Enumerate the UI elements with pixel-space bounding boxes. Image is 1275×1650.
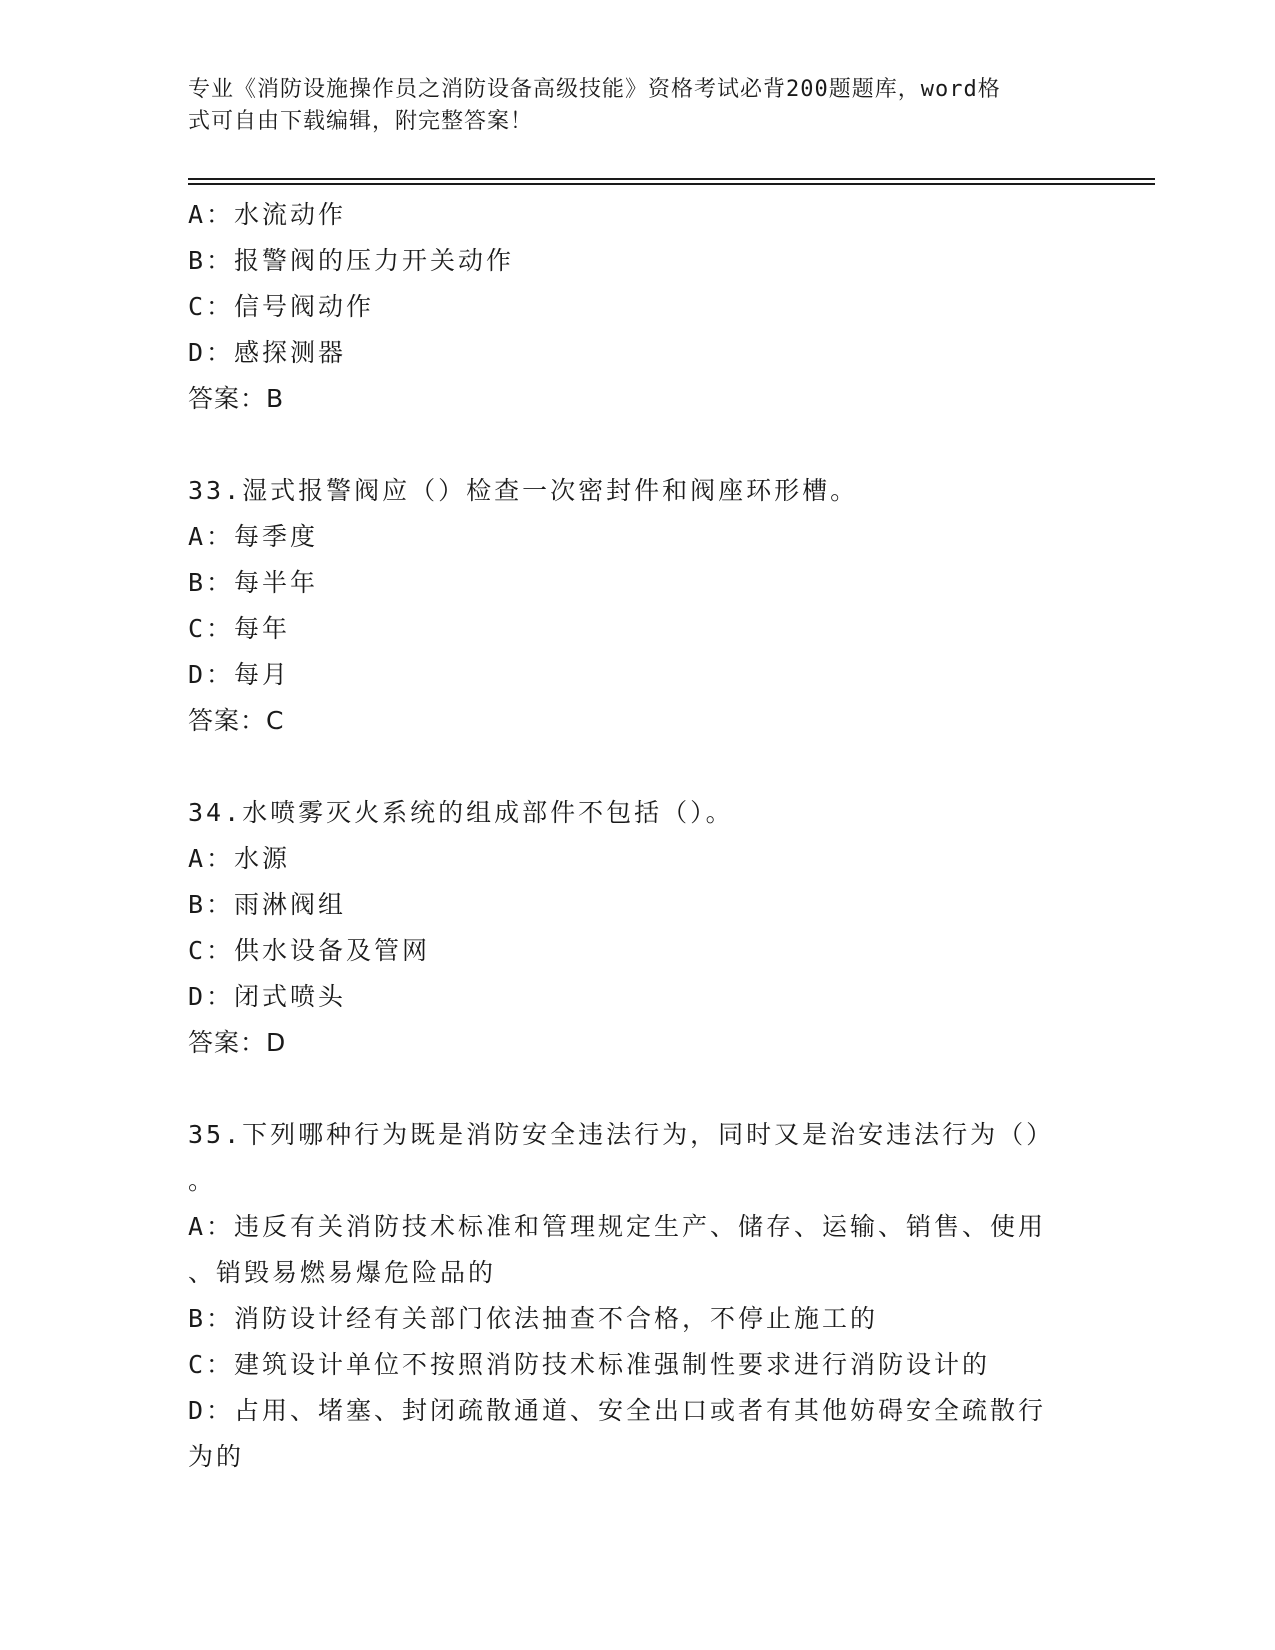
option-b: B：消防设计经有关部门依法抽查不合格，不停止施工的 <box>188 1304 879 1333</box>
option-a-line-2: 、销毁易燃易爆危险品的 <box>188 1258 497 1287</box>
question-33 <box>188 468 1088 744</box>
question-35 <box>188 1112 1088 1480</box>
option-a: A：水源 <box>188 844 291 873</box>
option-c: C：信号阀动作 <box>188 292 375 321</box>
question-32 <box>188 192 1088 422</box>
answer: 答案：D <box>188 1028 287 1057</box>
option-b: B：每半年 <box>188 568 319 597</box>
answer: 答案：B <box>188 384 285 413</box>
option-a: A：每季度 <box>188 522 319 551</box>
question-spacer <box>188 1066 1088 1112</box>
option-b: B：雨淋阀组 <box>188 890 347 919</box>
question-text: 33.湿式报警阀应（）检查一次密封件和阀座环形槽。 <box>188 476 859 505</box>
option-c: C：建筑设计单位不按照消防技术标准强制性要求进行消防设计的 <box>188 1350 991 1379</box>
question-text: 34.水喷雾灭火系统的组成部件不包括（）。 <box>188 798 734 827</box>
document-header <box>188 74 1068 138</box>
question-spacer <box>188 422 1088 468</box>
question-text-line-1: 35.下列哪种行为既是消防安全违法行为，同时又是治安违法行为（） <box>188 1120 1055 1149</box>
option-d-line-2: 为的 <box>188 1442 245 1471</box>
option-c: C：每年 <box>188 614 291 643</box>
option-d: D：闭式喷头 <box>188 982 347 1011</box>
option-d-line-1: D：占用、堵塞、封闭疏散通道、安全出口或者有其他妨碍安全疏散行 <box>188 1396 1047 1425</box>
question-spacer <box>188 744 1088 790</box>
header-line-1: 专业《消防设施操作员之消防设备高级技能》资格考试必背200题题库，word格 <box>188 77 1001 102</box>
header-divider-top <box>188 178 1155 180</box>
header-line-2: 式可自由下载编辑，附完整答案！ <box>188 109 534 134</box>
question-list <box>188 192 1088 1480</box>
answer: 答案：C <box>188 706 285 735</box>
question-text-line-2: 。 <box>188 1166 217 1195</box>
header-divider-bottom <box>188 183 1155 185</box>
option-a-line-1: A：违反有关消防技术标准和管理规定生产、储存、运输、销售、使用 <box>188 1212 1047 1241</box>
option-b: B：报警阀的压力开关动作 <box>188 246 515 275</box>
option-d: D：感探测器 <box>188 338 347 367</box>
option-d: D：每月 <box>188 660 291 689</box>
option-c: C：供水设备及管网 <box>188 936 431 965</box>
option-a: A：水流动作 <box>188 200 347 229</box>
question-34 <box>188 790 1088 1066</box>
